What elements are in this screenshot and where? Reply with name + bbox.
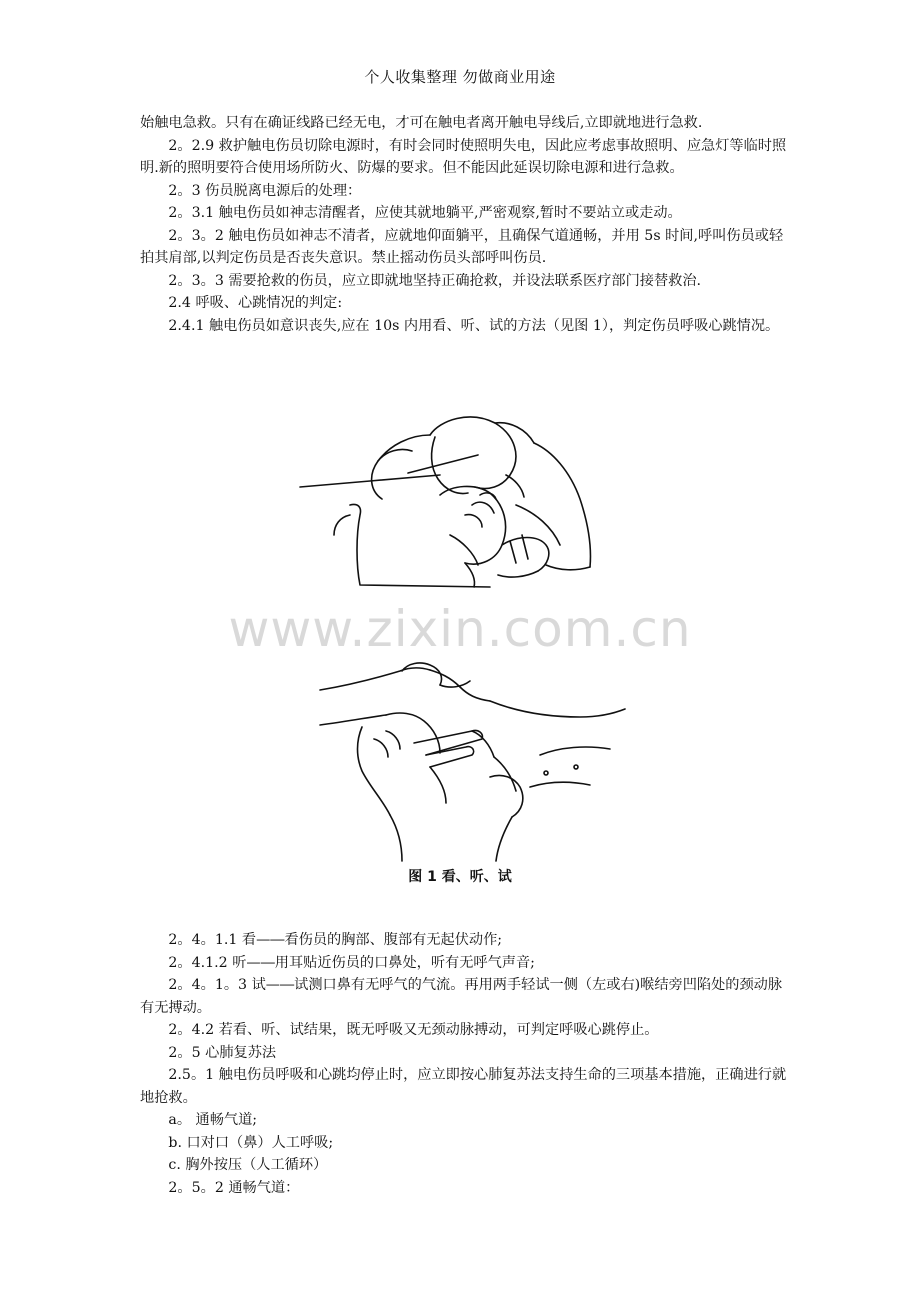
paragraph: 2。3.1 触电伤员如神志清醒者，应使其就地躺平,严密观察,暂时不要站立或走动。 — [168, 205, 682, 221]
paragraph: 2。5。2 通畅气道： — [168, 1179, 300, 1196]
paragraph: 2。3。2 触电伤员如神志不清者，应就地仰面躺平，且确保气道通畅，并用 5s 时间,呼叫伤员或轻拍其肩部,以判定伤员是否丧失意识。禁止摇动伤员头部呼叫伤员. — [140, 227, 784, 266]
top-text-block — [140, 112, 788, 337]
list-item: b. 口对口（鼻）人工呼吸; — [168, 1134, 334, 1151]
watermark-text: www.zixin.com.cn — [228, 600, 692, 658]
list-item: c. 胸外按压（人工循环） — [168, 1157, 328, 1173]
figure-look-listen-feel — [290, 395, 630, 865]
paragraph: 2。5 心肺复苏法 — [168, 1044, 277, 1061]
paragraph: 始触电急救。只有在确证线路已经无电，才可在触电者离开触电导线后,立即就地进行急救. — [140, 115, 703, 131]
paragraph: 2。4.1.2 听—―用耳贴近伤员的口鼻处，听有无呼气声音; — [168, 954, 535, 971]
figure-illustration — [290, 395, 630, 865]
bottom-text-block — [140, 929, 788, 1199]
paragraph: 2。3。3 需要抢救的伤员，应立即就地坚持正确抢救，并设法联系医疗部门接替救治. — [168, 272, 702, 289]
paragraph: 2。4。1.1 看—―看伤员的胸部、腹部有无起伏动作; — [168, 932, 503, 948]
paragraph: 2。2.9 救护触电伤员切除电源时，有时会同时使照明失电，因此应考虑事故照明、应急灯等临时照明.新的照明要符合使用场所防火、防爆的要求。但不能因此延误切除电源和进行急救。 — [140, 137, 787, 176]
figure-caption: 图 1 看、听、试 — [408, 869, 512, 885]
page-header: 个人收集整理 勿做商业用途 — [364, 68, 556, 86]
carotid-pulse-check-illustration — [320, 663, 625, 861]
paragraph: 2.4.1 触电伤员如意识丧失,应在 10s 内用看、听、试的方法（见图 1），判定伤员呼吸心跳情况。 — [168, 317, 780, 334]
paragraph: 2。4.2 若看、听、试结果，既无呼吸又无颈动脉搏动，可判定呼吸心跳停止。 — [168, 1022, 659, 1038]
paragraph: 2。3 伤员脱离电源后的处理： — [168, 182, 362, 199]
list-item: a。 通畅气道; — [168, 1112, 258, 1128]
paragraph: 2.5。1 触电伤员呼吸和心跳均停止时，应立即按心肺复苏法支持生命的三项基本措施，正确进行就地抢救。 — [140, 1067, 787, 1106]
paragraph: 2.4 呼吸、心跳情况的判定: — [168, 295, 343, 311]
paragraph: 2。4。1。3 试—―试测口鼻有无呼气的气流。再用两手轻试一侧（左或右)喉结旁凹陷处的颈动脉有无搏动。 — [140, 977, 783, 1016]
rescuer-listening-illustration — [300, 417, 591, 587]
